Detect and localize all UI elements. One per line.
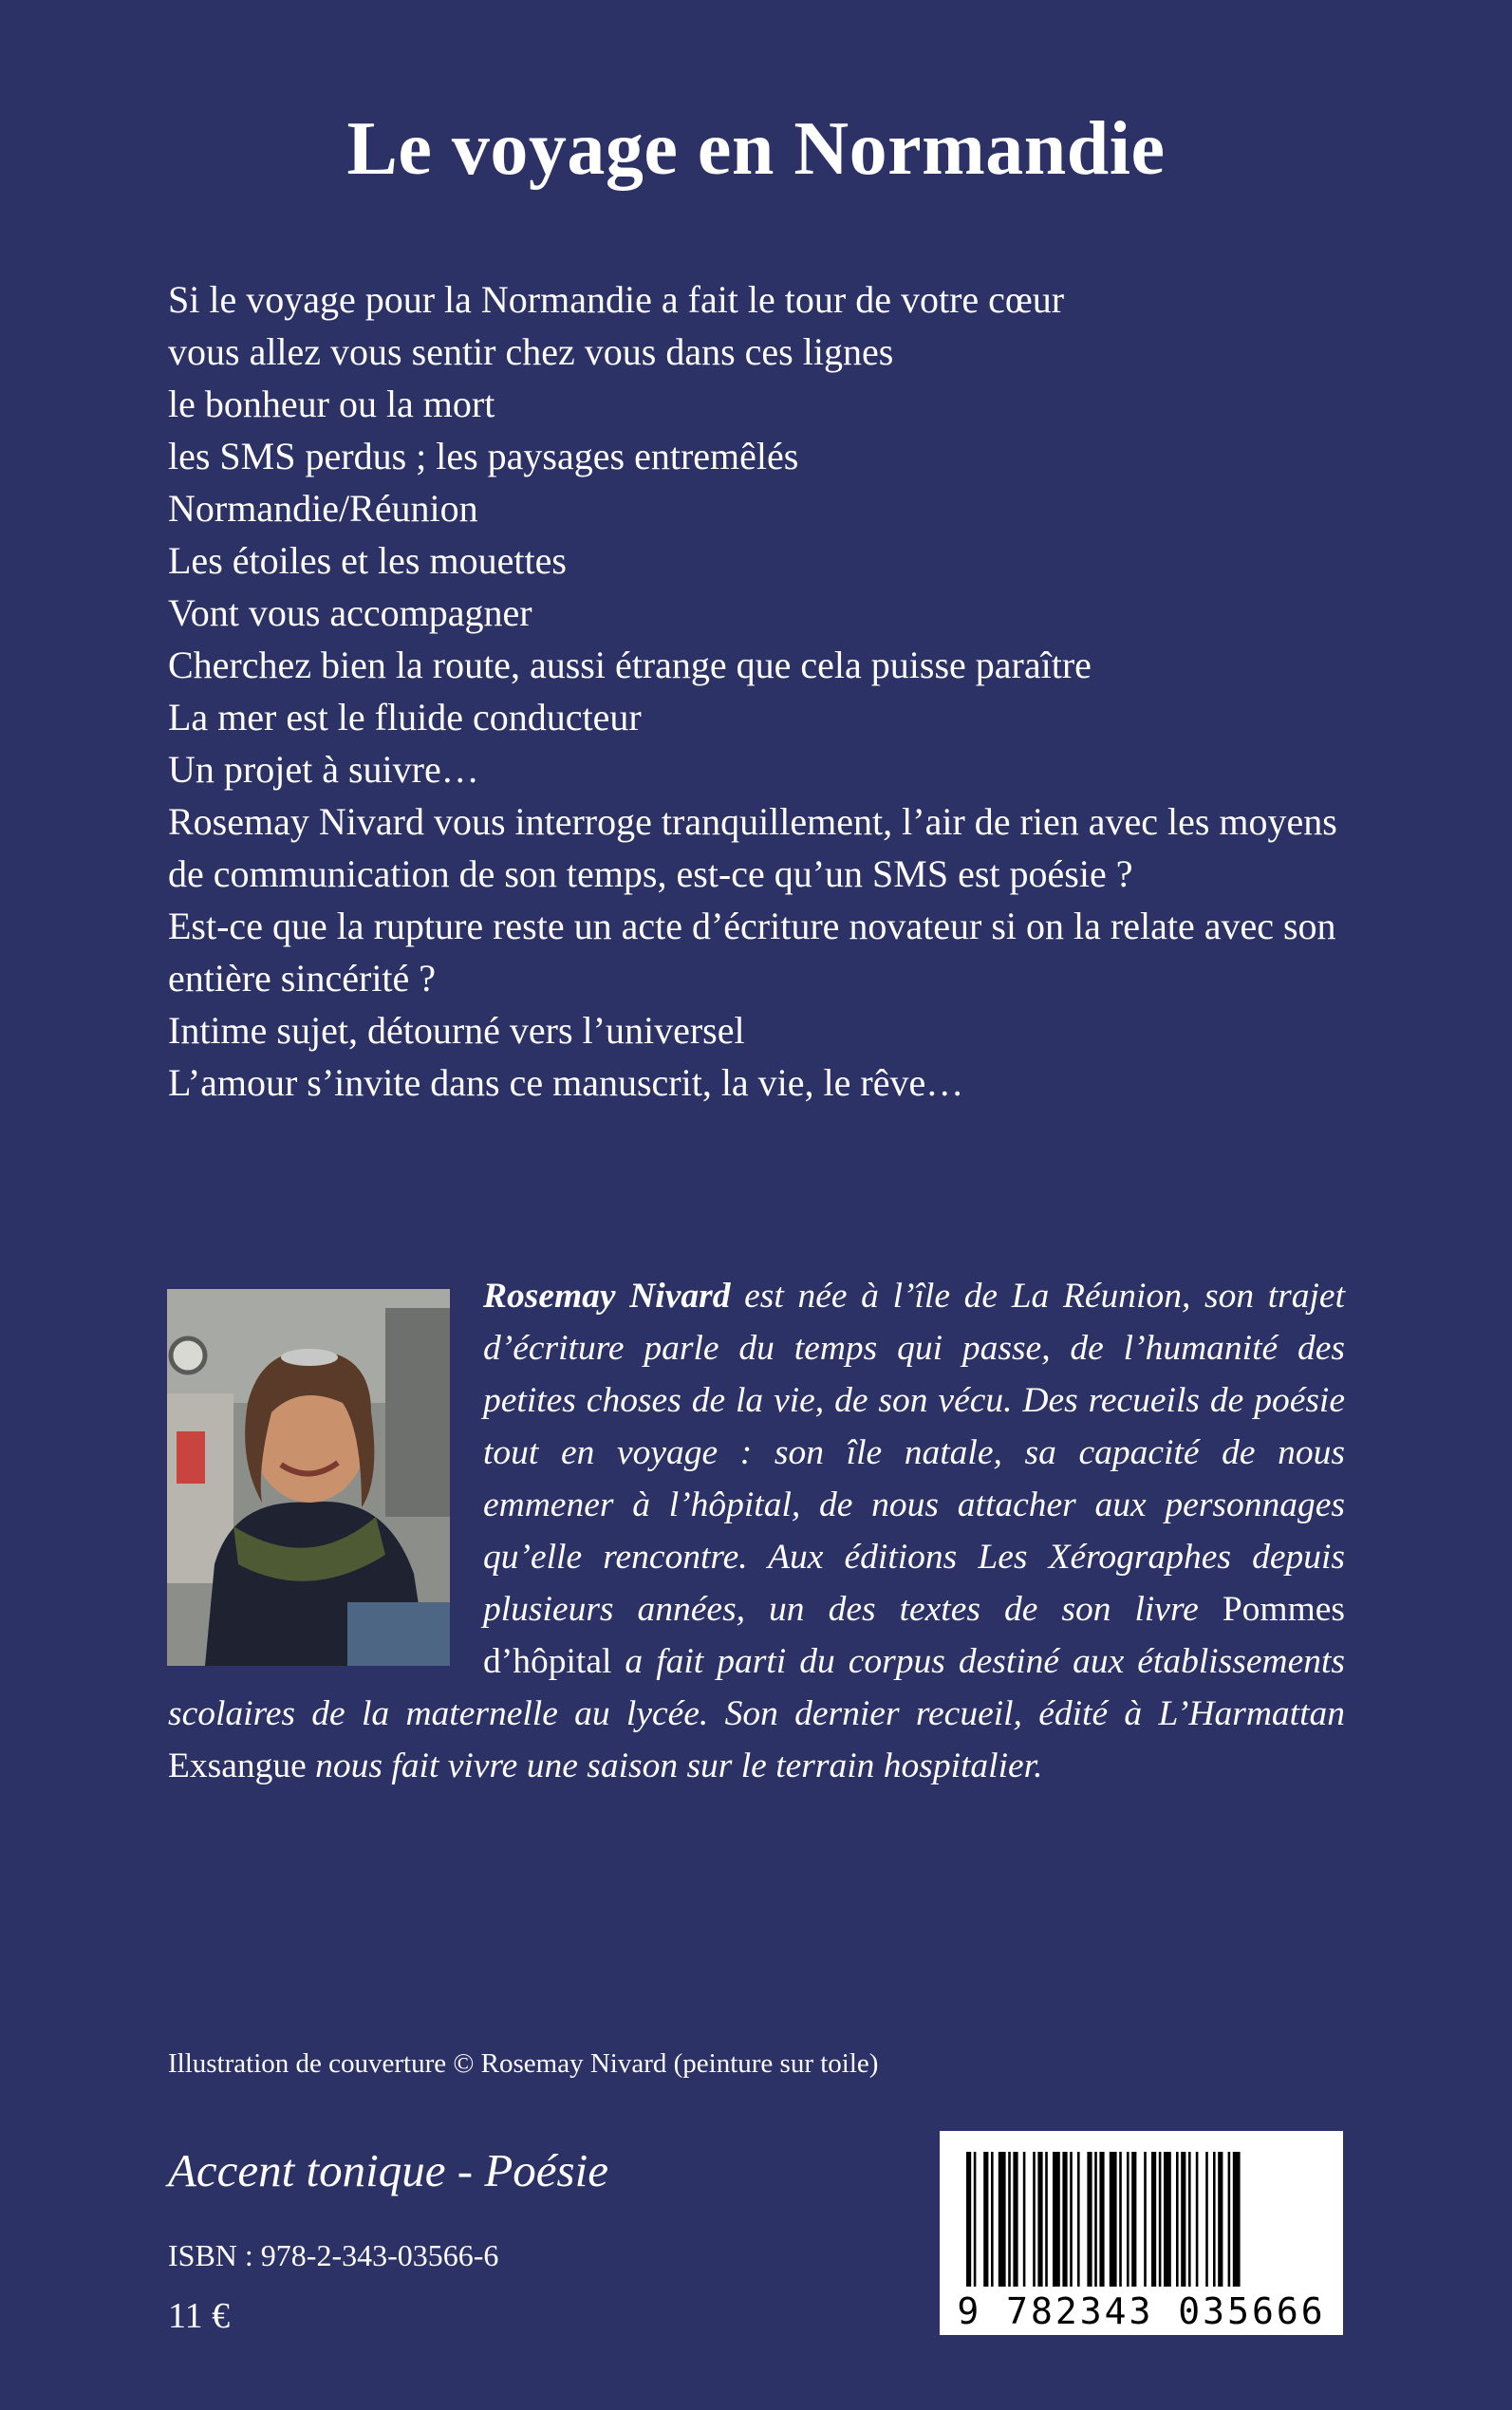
- book-title: Le voyage en Normandie: [346, 107, 1166, 191]
- illustration-credit: Illustration de couverture © Rosemay Nivard (peinture sur toile): [168, 2048, 879, 2079]
- barcode-bar: [1213, 2152, 1216, 2287]
- blurb-line: vous allez vous sentir chez vous dans ces lignes: [168, 330, 894, 373]
- barcode-bar: [1023, 2152, 1026, 2287]
- barcode-bar: [1233, 2152, 1241, 2287]
- barcode-bar: [1119, 2152, 1122, 2287]
- back-cover-blurb: [168, 273, 1364, 1109]
- barcode-bar: [1218, 2152, 1223, 2287]
- blurb-line: Intime sujet, détourné vers l’universel: [168, 1009, 745, 1052]
- photo-spacer: [168, 1270, 483, 1678]
- barcode-bar: [991, 2152, 994, 2287]
- blurb-line: le bonheur ou la mort: [168, 383, 495, 425]
- barcode-bar: [1144, 2152, 1147, 2287]
- barcode-bar: [1127, 2152, 1129, 2287]
- barcode-bar: [1094, 2152, 1097, 2287]
- barcode-bar: [1196, 2152, 1199, 2287]
- blurb-line: Si le voyage pour la Normandie a fait le tour de votre cœur: [168, 278, 1065, 321]
- blurb-line: La mer est le fluide conducteur: [168, 696, 642, 738]
- barcode-digits: 9 782343 035666: [957, 2290, 1326, 2332]
- barcode-bar: [983, 2152, 988, 2287]
- barcode-bar: [966, 2152, 971, 2287]
- author-name: Rosemay Nivard: [483, 1277, 731, 1316]
- barcode-bar: [974, 2152, 977, 2287]
- bio-text: est née à l’île de La Réunion, son trajet d’écriture parle du temps qui passe, de l’humanité des petites choses de la vie, de son vécu. Des recueils de poésie tout en voyage : son île natale, sa capacité de nous emmener à l’hôpital, de nous attacher aux personnages qu’elle rencontre. Aux éditions Les Xérographes depuis plusieurs années, un des textes de son livre: [483, 1277, 1345, 1629]
- blurb-line: Rosemay Nivard vous interroge tranquillement, l’air de rien avec les moyens: [168, 800, 1337, 843]
- barcode-bar: [1062, 2152, 1067, 2287]
- barcode-bar: [1070, 2152, 1073, 2287]
- blurb-line: Cherchez bien la route, aussi étrange que cela puisse paraître: [168, 644, 1092, 686]
- barcode-bar: [1181, 2152, 1185, 2287]
- barcode-bar: [1037, 2152, 1042, 2287]
- barcode-bar: [1033, 2152, 1036, 2287]
- blurb-line: entière sincérité ?: [168, 957, 437, 999]
- barcode-bar: [1053, 2152, 1060, 2287]
- bio-text: nous fait vivre une saison sur le terrain hospitalier.: [306, 1747, 1043, 1785]
- barcode-bar: [1205, 2152, 1208, 2287]
- barcode-bar: [1164, 2152, 1171, 2287]
- blurb-line: Normandie/Réunion: [168, 487, 478, 530]
- bio-text: a fait parti du corpus destiné aux établissements scolaires de la maternelle au lycée. Son dernier recueil, édité à L’Harmattan: [168, 1642, 1345, 1733]
- barcode-bar: [1099, 2152, 1104, 2287]
- blurb-line: Est-ce que la rupture reste un acte d’écriture novateur si on la relate avec son: [168, 905, 1336, 947]
- barcode-bar: [1045, 2152, 1048, 2287]
- book-title-pommes: Pommes d’hôpital: [483, 1590, 1345, 1681]
- author-biography: [168, 1270, 1345, 1792]
- barcode-bar: [999, 2152, 1006, 2287]
- collection-name: Accent tonique - Poésie: [168, 2144, 608, 2196]
- barcode-bar: [1159, 2152, 1162, 2287]
- blurb-line: Vont vous accompagner: [168, 591, 532, 634]
- barcode-bar: [1228, 2152, 1231, 2287]
- barcode-bar: [1087, 2152, 1092, 2287]
- barcode-bar: [1077, 2152, 1080, 2287]
- price: 11 €: [168, 2296, 231, 2336]
- barcode: [940, 2131, 1343, 2335]
- barcode-bar: [1151, 2152, 1156, 2287]
- barcode-bar: [1176, 2152, 1179, 2287]
- barcode-bar: [1110, 2152, 1117, 2287]
- barcode-bar: [1013, 2152, 1017, 2287]
- barcode-bar: [1188, 2152, 1191, 2287]
- isbn: ISBN : 978-2-343-03566-6: [168, 2238, 499, 2272]
- blurb-line: de communication de son temps, est-ce qu’un SMS est poésie ?: [168, 852, 1133, 895]
- blurb-line: Un projet à suivre…: [168, 748, 479, 791]
- barcode-bar: [1131, 2152, 1136, 2287]
- barcode-bar: [1008, 2152, 1011, 2287]
- blurb-line: les SMS perdus ; les paysages entremêlés: [168, 435, 799, 477]
- blurb-line: Les étoiles et les mouettes: [168, 539, 567, 582]
- blurb-line: L’amour s’invite dans ce manuscrit, la vie, le rêve…: [168, 1061, 964, 1104]
- book-title-exsangue: Exsangue: [168, 1747, 307, 1785]
